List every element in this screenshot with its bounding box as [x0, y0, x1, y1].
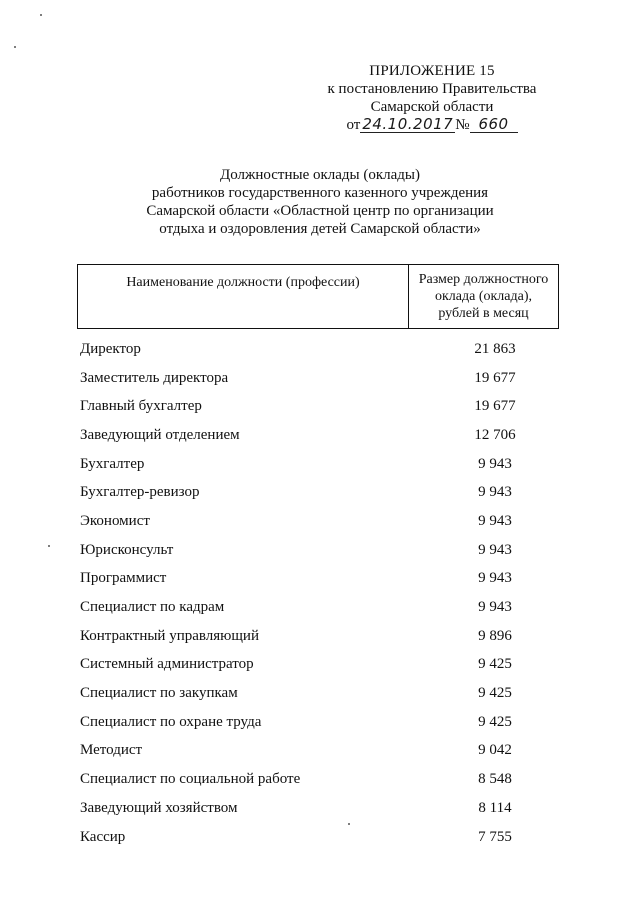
position-name: Контрактный управляющий [80, 627, 259, 644]
salary-value: 9 943 [478, 541, 512, 558]
salary-value: 19 677 [474, 398, 516, 415]
header-salary [409, 265, 558, 328]
salary-table-body [80, 335, 560, 851]
appendix-line-2: Самарской области [370, 99, 494, 115]
table-row [80, 392, 560, 421]
salary-value: 8 114 [478, 799, 512, 816]
table-row [80, 765, 560, 794]
table-row [80, 622, 560, 651]
title-line-2: работников государственного казенного учреждения [151, 185, 489, 201]
position-name: Кассир [80, 828, 126, 845]
salary-value: 7 755 [478, 828, 512, 845]
position-name: Бухгалтер-ревизор [80, 484, 200, 501]
table-header [77, 264, 559, 329]
title-line-3: Самарской области «Областной центр по организации [146, 203, 494, 219]
salary-value: 9 943 [478, 599, 512, 616]
table-row [80, 651, 560, 680]
salary-value: 9 042 [478, 742, 512, 759]
table-row [80, 565, 560, 594]
table-row [80, 364, 560, 393]
position-name: Главный бухгалтер [80, 398, 202, 415]
salary-value: 21 863 [474, 340, 516, 357]
salary-value: 8 548 [478, 771, 512, 788]
position-name: Программист [80, 570, 167, 587]
position-name: Юрисконсульт [80, 541, 174, 558]
salary-value: 19 677 [474, 369, 516, 386]
position-name: Бухгалтер [80, 455, 145, 472]
table-row [80, 478, 560, 507]
title-line-4: отдыха и оздоровления детей Самарской области» [159, 221, 481, 237]
table-row [80, 794, 560, 823]
table-row [80, 507, 560, 536]
salary-value: 12 706 [474, 426, 516, 443]
table-row [80, 421, 560, 450]
salary-value: 9 896 [478, 627, 512, 644]
header-salary-line-2: оклада (оклада), [434, 289, 532, 304]
salary-value: 9 943 [478, 484, 512, 501]
title-line-1: Должностные оклады (оклады) [219, 167, 421, 183]
handwritten-date: 24.10.2017 [362, 115, 454, 133]
table-row [80, 737, 560, 766]
handwritten-number: 660 [470, 116, 518, 133]
scan-speck [48, 545, 50, 547]
salary-value: 9 943 [478, 455, 512, 472]
table-row [80, 450, 560, 479]
table-row [80, 536, 560, 565]
position-name: Заведующий хозяйством [80, 799, 238, 816]
position-name: Системный администратор [80, 656, 254, 673]
appendix-title: ПРИЛОЖЕНИЕ 15 [369, 63, 495, 79]
position-name: Специалист по охране труда [80, 713, 262, 730]
scan-speck [40, 14, 42, 16]
salary-value: 9 943 [478, 512, 512, 529]
appendix-header [302, 62, 562, 134]
position-name: Специалист по закупкам [80, 685, 238, 702]
table-row [80, 335, 560, 364]
table-row [80, 823, 560, 852]
document-title [120, 166, 520, 238]
table-row [80, 593, 560, 622]
position-name: Заместитель директора [80, 369, 229, 386]
table-row [80, 679, 560, 708]
number-prefix: № [455, 117, 470, 133]
scan-speck [14, 46, 16, 48]
salary-value: 9 425 [478, 656, 512, 673]
header-salary-line-3: рублей в месяц [438, 306, 529, 321]
position-name: Методист [80, 742, 143, 759]
salary-value: 9 943 [478, 570, 512, 587]
position-name: Экономист [80, 512, 150, 529]
position-name: Специалист по социальной работе [80, 771, 301, 788]
date-prefix: от [346, 117, 361, 133]
position-name: Заведующий отделением [80, 426, 240, 443]
appendix-line-1: к постановлению Правительства [327, 81, 537, 97]
table-row [80, 708, 560, 737]
position-name: Директор [80, 340, 141, 357]
position-name: Специалист по кадрам [80, 599, 225, 616]
header-salary-line-1: Размер должностного [418, 272, 549, 287]
salary-value: 9 425 [478, 685, 512, 702]
salary-value: 9 425 [478, 713, 512, 730]
appendix-date-line [302, 116, 562, 134]
header-position: Наименование должности (профессии) [78, 265, 409, 328]
